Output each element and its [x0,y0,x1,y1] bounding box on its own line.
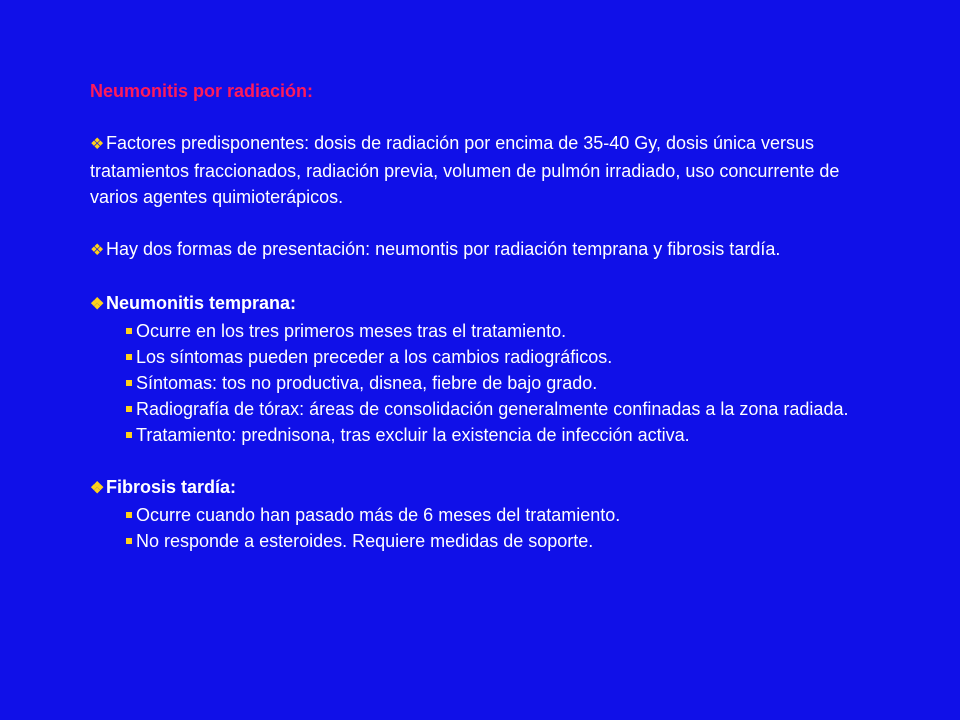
list-item-text: No responde a esteroides. Requiere medidas de soporte. [136,531,594,551]
section-heading-late [90,474,880,502]
list-item [90,422,880,448]
spacer [90,448,880,474]
spacer [90,210,880,236]
square-bullet-icon [126,354,132,360]
list-item-text: Síntomas: tos no productiva, disnea, fiebre de bajo grado. [136,373,598,393]
list-item-text: Tratamiento: prednisona, tras excluir la existencia de infección activa. [136,425,690,445]
slide-title: Neumonitis por radiación: [90,81,314,101]
paragraph-forms [90,236,880,264]
paragraph-forms-text: Hay dos formas de presentación: neumontis por radiación temprana y fibrosis tardía. [106,239,781,259]
spacer [90,264,880,290]
square-bullet-icon [126,328,132,334]
list-item-text: Ocurre en los tres primeros meses tras el tratamiento. [136,321,567,341]
list-item [90,528,880,554]
paragraph-factors [90,130,880,210]
diamond-bullet-icon: ❖ [90,242,105,259]
section-heading-late-text: Fibrosis tardía: [106,477,237,497]
section-heading-early [90,290,880,318]
diamond-bullet-icon: ❖ [90,480,105,497]
list-item [90,318,880,344]
list-item [90,502,880,528]
diamond-bullet-icon: ❖ [90,136,105,153]
square-bullet-icon [126,406,132,412]
section-heading-early-text: Neumonitis temprana: [106,293,297,313]
diamond-bullet-icon: ❖ [90,296,105,313]
square-bullet-icon [126,512,132,518]
list-item [90,344,880,370]
square-bullet-icon [126,538,132,544]
square-bullet-icon [126,432,132,438]
list-item [90,396,880,422]
list-item-text: Los síntomas pueden preceder a los cambios radiográficos. [136,347,613,367]
paragraph-factors-text: Factores predisponentes: dosis de radiación por encima de 35-40 Gy, dosis única versus tratamientos fraccionados, radiación previa, volumen de pulmón irradiado, uso concurrente de varios agentes quimioterápicos. [90,133,840,207]
list-item-text: Radiografía de tórax: áreas de consolidación generalmente confinadas a la zona radiada. [136,399,849,419]
list-item-text: Ocurre cuando han pasado más de 6 meses del tratamiento. [136,505,621,525]
slide-content [90,78,880,554]
spacer [90,104,880,130]
square-bullet-icon [126,380,132,386]
list-item [90,370,880,396]
